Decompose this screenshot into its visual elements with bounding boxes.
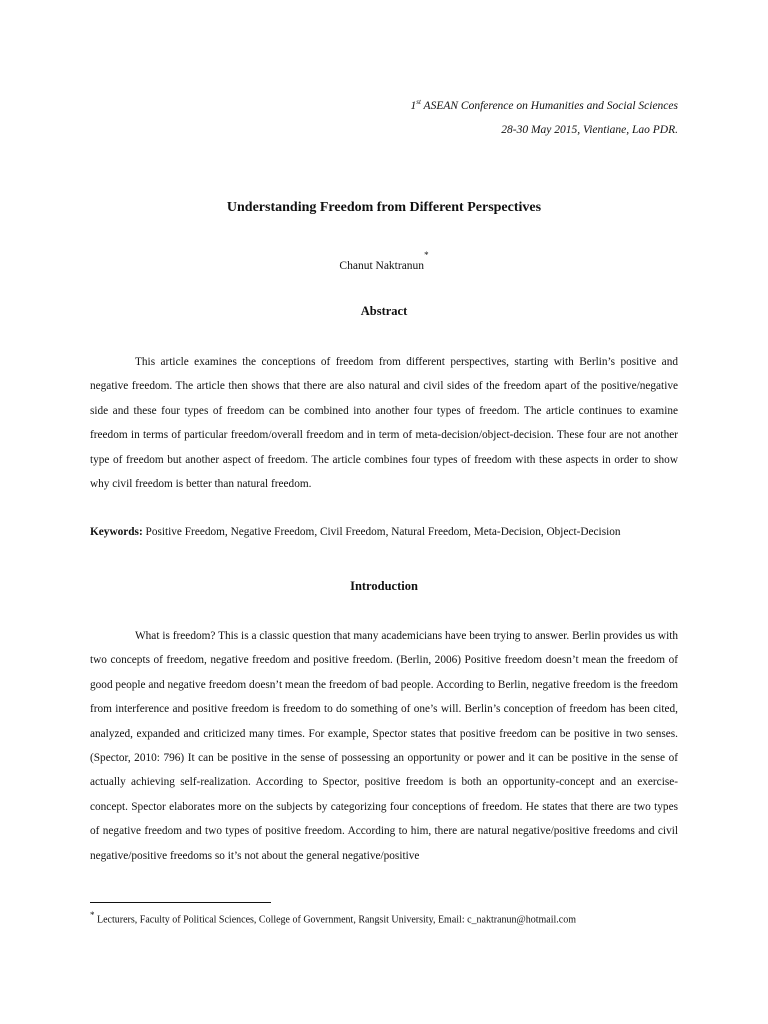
keywords-line (90, 526, 690, 538)
conference-date: 28-30 May 2015, Vientiane, Lao PDR. (501, 124, 678, 136)
conference-ordinal: st (416, 98, 421, 106)
footnote-separator (90, 902, 271, 903)
author-name: Chanut Naktranun (339, 259, 425, 272)
introduction-text: What is freedom? This is a classic question that many academicians have been trying to answer. Berlin provides us with two concepts of freedom, negative freedom and positive freedom. (Berlin, 2006) Positive freedom doesn’t mean the freedom of good people and negative freedom doesn’t mean the freedom of bad people. According to Berlin, negative freedom is the freedom from interference and positive freedom is freedom to do something of one’s will. Berlin’s conception of freedom has been cited, analyzed, expanded and criticized many times. For example, Spector states that positive freedom can be positive in two senses. (Spector, 2010: 796) It can be positive in the sense of possessing an opportunity or power and it can be positive in the sense of actually achieving self-realization. According to Spector, positive freedom is both an opportunity-concept and an exercise-concept. Spector elaborates more on the subjects by categorizing four conceptions of freedom. He states that there are two types of negative freedom and two types of positive freedom. According to him, there are natural negative/positive freedoms and civil negative/positive freedoms so it’s not about the general negative/positive (90, 630, 678, 862)
abstract-heading: Abstract (360, 304, 408, 318)
introduction-heading: Introduction (350, 579, 418, 593)
abstract-text: This article examines the conceptions of freedom from different perspectives, starting with Berlin’s positive and negative freedom. The article then shows that there are also natural and civil sides of the freedom apart of the positive/negative side and these four types of freedom can be combined into another four types of freedom. The article continues to examine freedom in terms of particular freedom/overall freedom and in term of meta-decision/object-decision. These four are not another type of freedom but another aspect of freedom. The article combines four types of freedom with these aspects in order to show why civil freedom is better than natural freedom. (90, 356, 678, 491)
author-footnote-marker: * (424, 250, 429, 260)
footnote-text: Lecturers, Faculty of Political Sciences, College of Government, Rangsit University, Email: c_naktranun@hotmail.com (94, 914, 576, 926)
conference-title: ASEAN Conference on Humanities and Social Sciences (420, 99, 678, 112)
keywords-list: Positive Freedom, Negative Freedom, Civil Freedom, Natural Freedom, Meta-Decision, Object-Decision (142, 526, 621, 538)
conference-number: 1 (410, 99, 417, 112)
footnote (90, 910, 576, 925)
conference-name (410, 98, 678, 112)
keywords-label: Keywords: (90, 526, 143, 538)
author-line (0, 250, 768, 272)
footnote-marker: * (90, 910, 95, 920)
paper-title: Understanding Freedom from Different Perspectives (226, 200, 542, 215)
